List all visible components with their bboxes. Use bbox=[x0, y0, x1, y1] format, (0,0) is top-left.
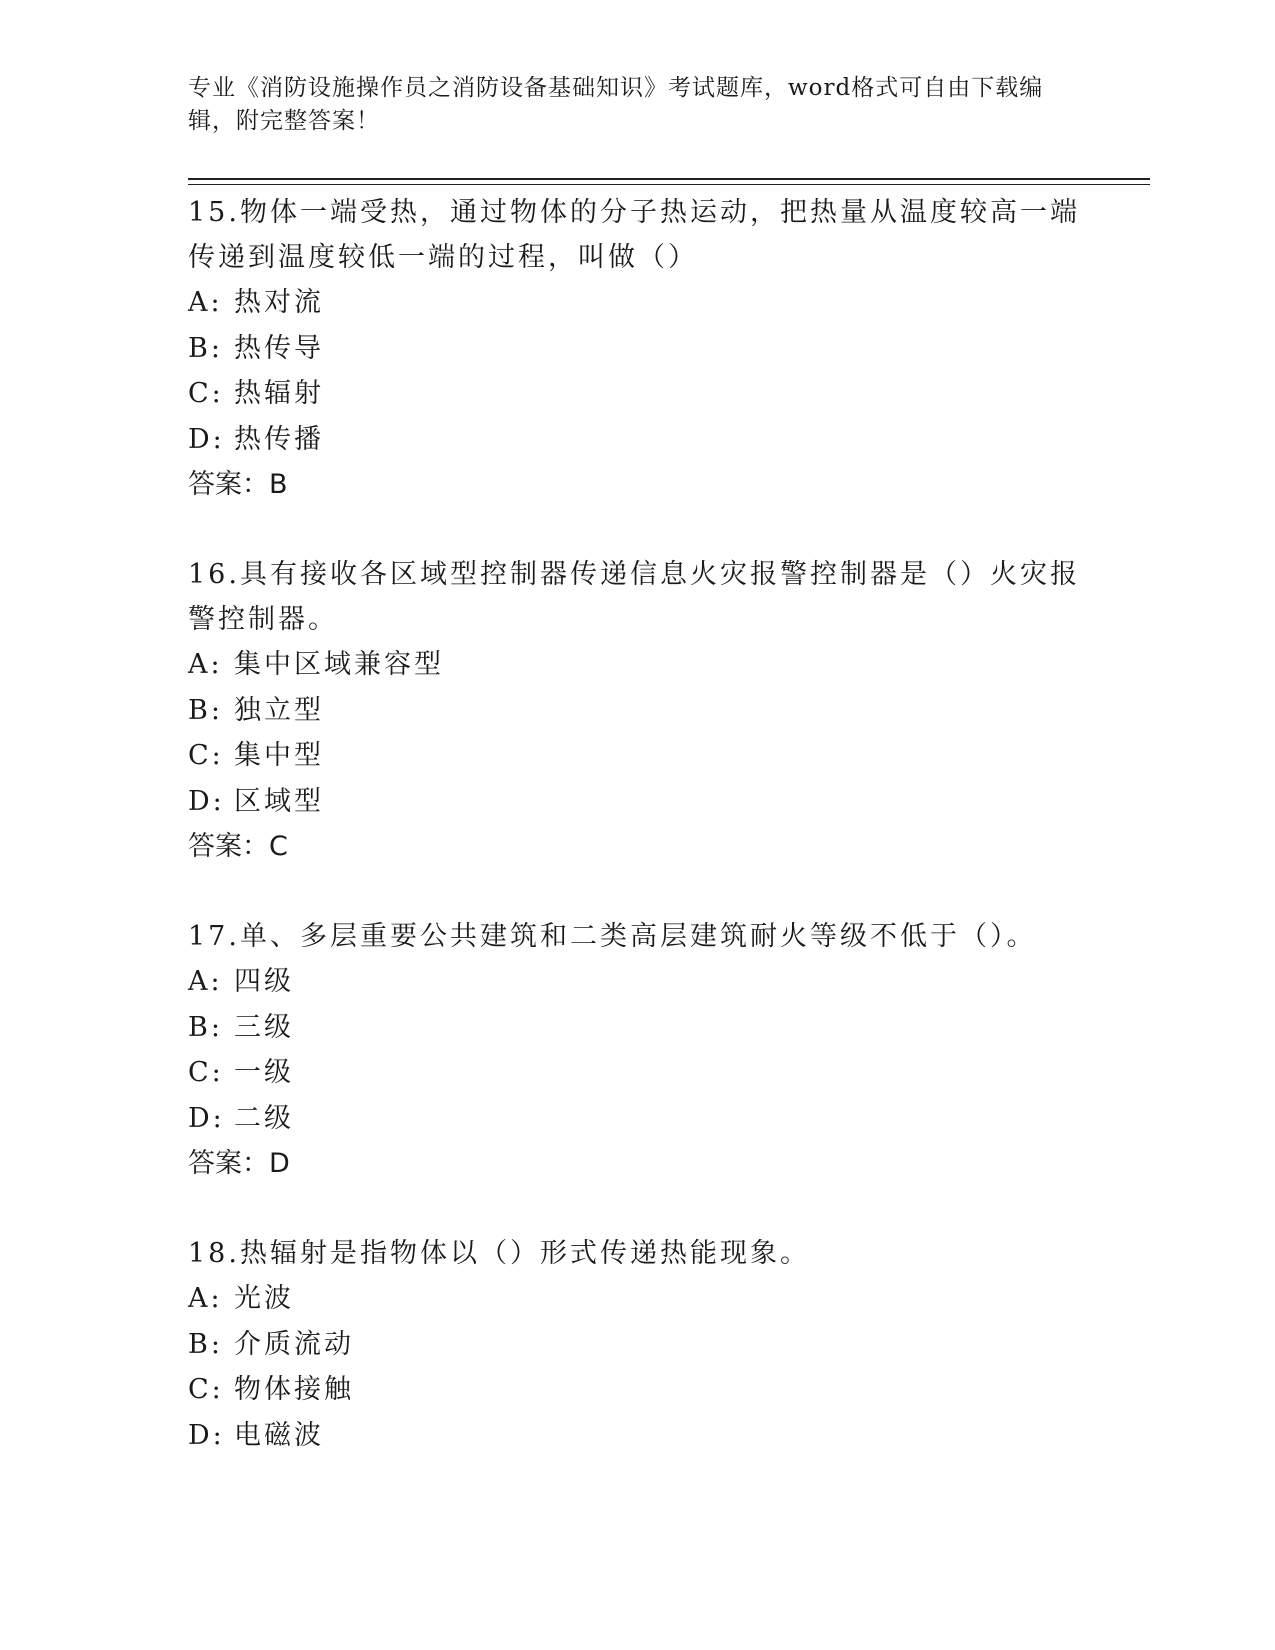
option-b bbox=[188, 1005, 1088, 1051]
option-text: 一级 bbox=[234, 1057, 294, 1088]
option-letter: C: bbox=[188, 1374, 224, 1405]
option-text: 介质流动 bbox=[234, 1328, 354, 1360]
option-letter: D: bbox=[188, 423, 225, 455]
option-text: 热传导 bbox=[234, 332, 324, 364]
option-a bbox=[188, 642, 1088, 688]
option-letter: B: bbox=[188, 1328, 223, 1360]
option-letter: D: bbox=[188, 1102, 225, 1134]
option-text: 区域型 bbox=[234, 785, 324, 817]
answer-value: B bbox=[269, 469, 288, 500]
option-b bbox=[188, 688, 1088, 734]
option-a bbox=[188, 280, 1088, 326]
question-stem: 18.热辐射是指物体以（）形式传递热能现象。 bbox=[188, 1238, 810, 1269]
option-text: 集中型 bbox=[234, 740, 324, 771]
option-text: 热对流 bbox=[234, 287, 324, 318]
option-text: 物体接触 bbox=[234, 1374, 354, 1405]
option-letter: D: bbox=[188, 1419, 225, 1451]
question-stem: 16.具有接收各区域型控制器传递信息火灾报警控制器是（）火灾报警控制器。 bbox=[188, 559, 1080, 635]
answer-line bbox=[188, 1141, 1088, 1187]
option-text: 热辐射 bbox=[234, 378, 324, 409]
option-c bbox=[188, 1367, 1088, 1413]
option-letter: C: bbox=[188, 378, 224, 409]
answer-value: D bbox=[269, 1148, 290, 1179]
question-stem: 15.物体一端受热，通过物体的分子热运动，把热量从温度较高一端传递到温度较低一端的过程，叫做（） bbox=[188, 197, 1080, 273]
option-d bbox=[188, 779, 1088, 825]
option-text: 电磁波 bbox=[234, 1419, 324, 1451]
option-a bbox=[188, 959, 1088, 1005]
answer-line bbox=[188, 824, 1088, 870]
header-divider-thick bbox=[188, 178, 1150, 180]
option-text: 热传播 bbox=[234, 423, 324, 455]
option-letter: C: bbox=[188, 1057, 224, 1088]
option-d bbox=[188, 417, 1088, 463]
option-c bbox=[188, 733, 1088, 779]
option-d bbox=[188, 1096, 1088, 1142]
option-c bbox=[188, 371, 1088, 417]
header-divider-thin bbox=[188, 184, 1150, 185]
answer-label: 答案： bbox=[188, 831, 269, 862]
option-letter: A: bbox=[188, 287, 223, 318]
option-text: 二级 bbox=[234, 1102, 294, 1134]
option-letter: A: bbox=[188, 1283, 223, 1314]
question-16 bbox=[188, 552, 1088, 870]
answer-line bbox=[188, 462, 1088, 508]
option-letter: B: bbox=[188, 694, 223, 726]
answer-value: C bbox=[269, 831, 288, 862]
question-15 bbox=[188, 190, 1088, 508]
option-text: 四级 bbox=[234, 966, 294, 997]
option-letter: A: bbox=[188, 649, 223, 680]
option-letter: B: bbox=[188, 332, 223, 364]
option-letter: D: bbox=[188, 785, 225, 817]
question-list bbox=[188, 190, 1088, 1502]
option-b bbox=[188, 326, 1088, 372]
option-letter: B: bbox=[188, 1011, 223, 1043]
option-c bbox=[188, 1050, 1088, 1096]
answer-label: 答案： bbox=[188, 1148, 269, 1179]
option-text: 三级 bbox=[234, 1011, 294, 1043]
option-letter: C: bbox=[188, 740, 224, 771]
option-b bbox=[188, 1322, 1088, 1368]
answer-label: 答案： bbox=[188, 469, 269, 500]
option-text: 独立型 bbox=[234, 694, 324, 726]
option-letter: A: bbox=[188, 966, 223, 997]
question-18 bbox=[188, 1231, 1088, 1458]
option-text: 光波 bbox=[234, 1283, 294, 1314]
option-text: 集中区域兼容型 bbox=[234, 649, 444, 680]
question-17 bbox=[188, 914, 1088, 1187]
question-stem: 17.单、多层重要公共建筑和二类高层建筑耐火等级不低于（）。 bbox=[188, 921, 1037, 952]
option-d bbox=[188, 1413, 1088, 1459]
document-header: 专业《消防设施操作员之消防设备基础知识》考试题库，word格式可自由下载编辑，附完整答案！ bbox=[188, 75, 1044, 134]
option-a bbox=[188, 1276, 1088, 1322]
